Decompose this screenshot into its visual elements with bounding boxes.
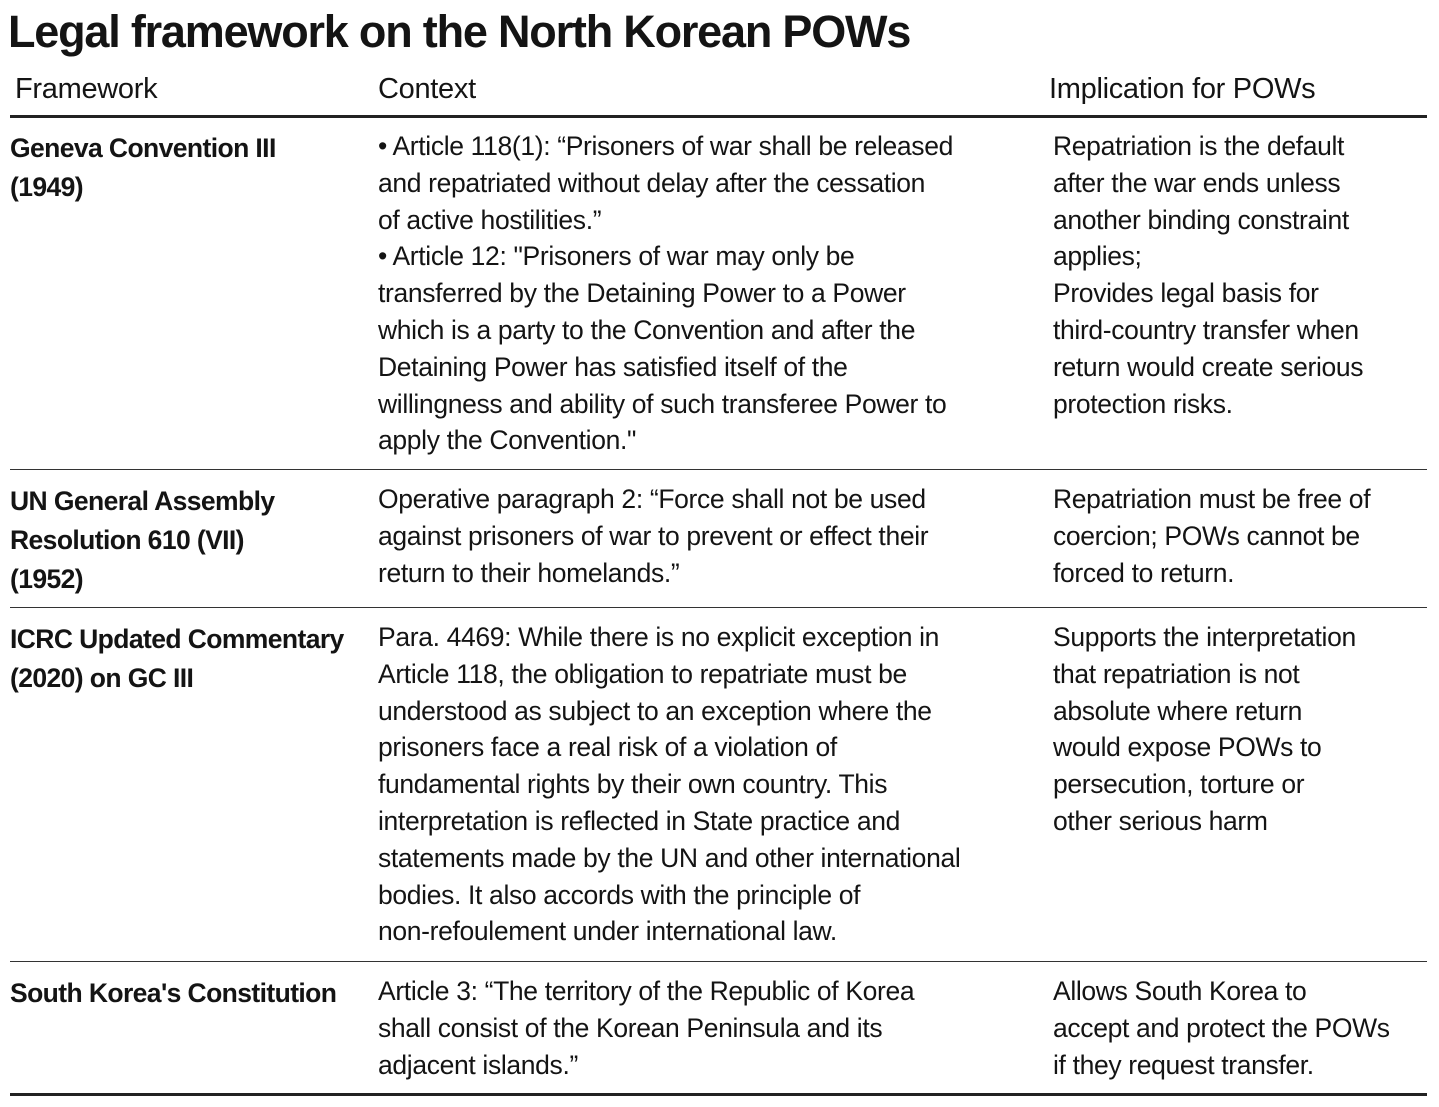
context-line: shall consist of the Korean Peninsula and its — [378, 1012, 883, 1043]
context-line: which is a party to the Convention and after the — [378, 314, 916, 345]
framework-cell — [10, 128, 372, 206]
implication-line: Provides legal basis for — [1053, 278, 1319, 309]
framework-line: (1949) — [10, 171, 84, 202]
framework-cell — [10, 973, 372, 1012]
implication-cell — [1053, 128, 1439, 422]
context-line: Article 118, the obligation to repatriate must be — [378, 658, 907, 689]
context-line: apply the Convention." — [378, 425, 637, 456]
framework-cell — [10, 619, 372, 697]
framework-line: Resolution 610 (VII) — [10, 524, 244, 555]
context-cell — [378, 128, 1054, 459]
context-line: Article 3: “The territory of the Republic of Korea — [378, 976, 915, 1006]
implication-line: other serious harm — [1053, 805, 1268, 836]
table-row — [10, 471, 1427, 608]
framework-line: (1952) — [10, 563, 84, 594]
header-implication: Implication for POWs — [1049, 73, 1316, 105]
implication-line: applies; — [1053, 241, 1142, 272]
context-line: understood as subject to an exception where the — [378, 695, 932, 726]
context-line: fundamental rights by their own country. This — [378, 769, 888, 800]
implication-line: third-country transfer when — [1053, 314, 1359, 345]
context-line: of active hostilities.” — [378, 204, 602, 235]
implication-line: Supports the interpretation — [1053, 622, 1356, 652]
context-line: transferred by the Detaining Power to a Power — [378, 278, 906, 309]
table-row — [10, 963, 1427, 1096]
implication-line: another binding constraint — [1053, 204, 1349, 235]
implication-line: coercion; POWs cannot be — [1053, 520, 1360, 551]
implication-line: that repatriation is not — [1053, 658, 1300, 689]
framework-line: UN General Assembly — [10, 486, 275, 516]
header-framework: Framework — [15, 73, 158, 105]
implication-line: protection risks. — [1053, 388, 1233, 419]
implication-line: Repatriation must be free of — [1053, 484, 1371, 514]
framework-line: (2020) on GC III — [10, 662, 194, 693]
framework-line: South Korea's Constitution — [10, 978, 337, 1008]
table-row — [10, 118, 1427, 470]
implication-cell — [1053, 973, 1439, 1083]
context-line: Detaining Power has satisfied itself of the — [378, 351, 848, 382]
implication-line: return would create serious — [1053, 351, 1364, 382]
context-line: interpretation is reflected in State practice and — [378, 805, 900, 836]
context-cell — [378, 973, 1054, 1083]
page-title: Legal framework on the North Korean POWs — [8, 6, 911, 57]
context-line: prisoners face a real risk of a violation of — [378, 732, 837, 763]
framework-cell — [10, 481, 372, 597]
context-line: and repatriated without delay after the cessation — [378, 167, 926, 198]
context-line: against prisoners of war to prevent or effect their — [378, 520, 929, 551]
table-header — [10, 66, 1427, 118]
context-cell — [378, 481, 1054, 591]
context-line: statements made by the UN and other international — [378, 842, 961, 873]
context-line: Operative paragraph 2: “Force shall not be used — [378, 484, 926, 514]
header-context: Context — [378, 73, 476, 105]
implication-line: accept and protect the POWs — [1053, 1012, 1390, 1043]
context-line: return to their homelands.” — [378, 557, 680, 588]
implication-line: Repatriation is the default — [1053, 131, 1345, 161]
implication-cell — [1053, 619, 1439, 840]
implication-line: after the war ends unless — [1053, 167, 1341, 198]
context-line: adjacent islands.” — [378, 1049, 578, 1080]
implication-line: if they request transfer. — [1053, 1049, 1314, 1080]
context-line: bodies. It also accords with the principle of — [378, 879, 861, 910]
context-line: Para. 4469: While there is no explicit exception in — [378, 622, 940, 652]
context-line: willingness and ability of such transferee Power to — [378, 388, 947, 419]
context-line: • Article 118(1): “Prisoners of war shall be released — [378, 131, 953, 161]
implication-line: forced to return. — [1053, 557, 1235, 588]
implication-line: persecution, torture or — [1053, 769, 1305, 800]
table-row — [10, 609, 1427, 962]
implication-line: Allows South Korea to — [1053, 976, 1307, 1006]
context-line: non-refoulement under international law. — [378, 916, 837, 947]
framework-line: Geneva Convention III — [10, 133, 276, 163]
implication-line: absolute where return — [1053, 695, 1302, 726]
framework-line: ICRC Updated Commentary — [10, 624, 344, 654]
implication-cell — [1053, 481, 1439, 591]
implication-line: would expose POWs to — [1053, 732, 1322, 763]
context-cell — [378, 619, 1054, 950]
context-line: • Article 12: "Prisoners of war may only be — [378, 241, 855, 272]
